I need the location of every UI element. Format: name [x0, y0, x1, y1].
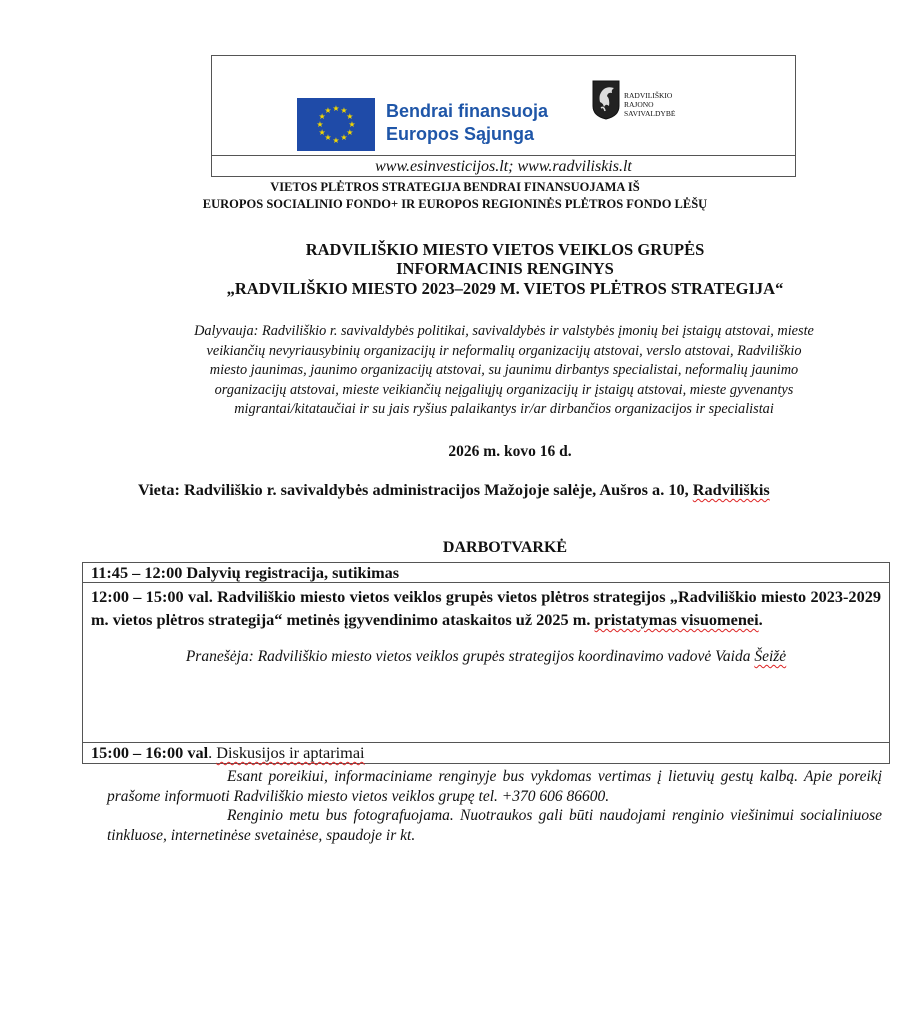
discussion-text: Diskusijos ir aptarimai — [216, 743, 365, 762]
eu-star-icon: ★ — [332, 135, 340, 145]
participants-text — [120, 322, 888, 420]
eu-flag-icon — [297, 98, 375, 151]
participants-line: miesto jaunimas, jaunimo organizacijų atstovai, su jaunimu dirbantys specialistai, neformalių jaunimo — [209, 362, 799, 378]
speaker-name: Šeižė — [754, 648, 787, 665]
eu-star-icon: ★ — [318, 111, 326, 121]
funding-line-2: EUROPOS SOCIALINIO FONDO+ IR EUROPOS REGIONINĖS PLĖTROS FONDO LĖŠŲ — [202, 197, 708, 211]
participants-line: veikiančių nevyriausybinių organizacijų ir neformalių organizacijų atstovai, verslo atstovai, Radviliškio — [206, 342, 802, 359]
eu-star-icon: ★ — [332, 103, 340, 113]
agenda-title: DARBOTVARKĖ — [442, 539, 568, 556]
eu-cofunding-text — [386, 100, 548, 146]
title-line-2: INFORMACINIS RENGINYS — [396, 259, 614, 278]
note-sign-language: Esant poreikiui, informaciniame renginyje bus vykdomas vertimas į lietuvių gestų kalbą. Apie poreikį prašome informuoti Radviliškio miesto vietos veiklos grupę tel. +370 606 86600. — [107, 768, 882, 805]
eu-text-line1: Bendrai finansuoja — [386, 101, 549, 121]
event-date: 2026 m. kovo 16 d. — [448, 443, 572, 460]
presentation-text — [91, 585, 881, 631]
eu-star-icon: ★ — [316, 119, 324, 129]
presentation-speaker — [91, 645, 881, 668]
eu-star-icon: ★ — [324, 105, 332, 115]
participants-line: migrantai/kitataučiai ir su jais ryšius palaikantys ir/ar dirbančios organizacijos ir specialistai — [234, 401, 774, 417]
venue-city: Radviliškis — [692, 480, 770, 499]
eu-star-icon: ★ — [346, 127, 354, 137]
presentation-main: 12:00 – 15:00 val. Radviliškio miesto vietos veiklos grupės vietos plėtros strategijos „Radviliškio miesto 2023-2029 m. vietos plėtros strategija“ metinės įgyvendinimo ataskaitos už 2025 m. — [91, 587, 881, 629]
agenda-table — [82, 562, 890, 764]
notes — [107, 767, 882, 845]
eu-star-icon: ★ — [340, 105, 348, 115]
agenda-item-presentation — [83, 583, 889, 743]
header-urls: www.esinvesticijos.lt; www.radviliskis.lt — [375, 158, 632, 175]
eu-star-icon: ★ — [318, 127, 326, 137]
eu-star-icon: ★ — [340, 133, 348, 143]
funding-line-1: VIETOS PLĖTROS STRATEGIJA BENDRAI FINANSUOJAMA IŠ — [270, 180, 640, 194]
eu-star-icon: ★ — [324, 133, 332, 143]
municipality-coat-of-arms-icon — [592, 80, 620, 120]
municipality-line1: RADVILIŠKIO — [624, 91, 673, 100]
municipality-line3: SAVIVALDYBĖ — [624, 109, 676, 118]
presentation-tail: . — [758, 610, 763, 629]
speaker-prefix: Pranešėja: Radviliškio miesto vietos veiklos grupės strategijos koordinavimo vadovė Vaida — [185, 648, 755, 665]
eu-star-icon: ★ — [346, 111, 354, 121]
presentation-end: pristatymas visuomenei — [594, 610, 759, 629]
title-line-3: „RADVILIŠKIO MIESTO 2023–2029 M. VIETOS PLĖTROS STRATEGIJA“ — [226, 279, 784, 298]
venue-text: Vieta: Radviliškio r. savivaldybės administracijos Mažojoje salėje, Aušros a. 10, — [138, 480, 693, 499]
eu-text-line2: Europos Sąjunga — [386, 124, 535, 144]
participants-line: organizacijų atstovai, mieste veikiančių neįgaliųjų organizacijų ir įstaigų atstovai, mieste gyvenantys — [214, 381, 794, 398]
agenda-item-discussion — [83, 743, 889, 763]
discussion-time: 15:00 – 16:00 val — [91, 743, 209, 762]
note-photography: Renginio metu bus fotografuojama. Nuotraukos gali būti naudojami renginio viešinimui socialiniuose tinkluose, internetinėse svetainėse, spaudoje ir kt. — [107, 807, 882, 844]
event-venue — [138, 480, 770, 500]
participants-line: Dalyvauja: Radviliškio r. savivaldybės politikai, savivaldybės ir valstybės įmonių bei įstaigų atstovai, mieste — [194, 323, 814, 339]
eu-star-icon: ★ — [348, 119, 356, 129]
discussion-dot: . — [208, 743, 217, 762]
agenda-item-registration: 11:45 – 12:00 Dalyvių registracija, sutikimas — [83, 563, 889, 583]
title-line-1: RADVILIŠKIO MIESTO VIETOS VEIKLOS GRUPĖS — [305, 240, 705, 259]
municipality-name — [624, 91, 675, 118]
municipality-line2: RAJONO — [624, 100, 654, 109]
